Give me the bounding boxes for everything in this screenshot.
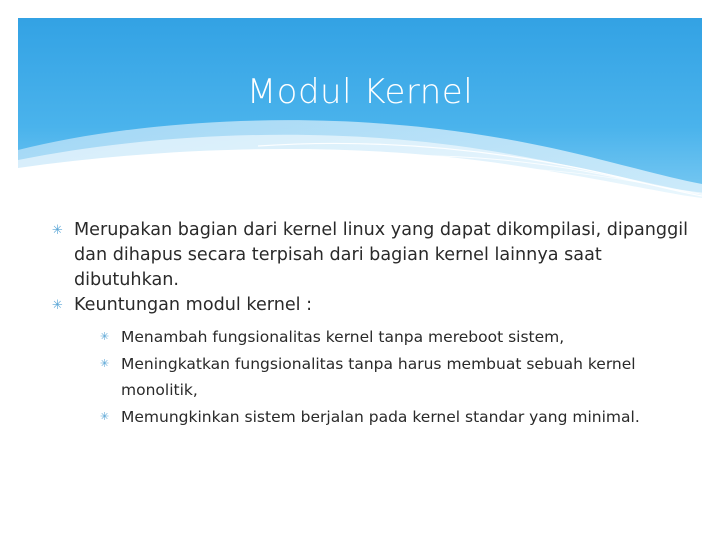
bullet-list <box>52 218 692 430</box>
asterisk-icon: ✳ <box>100 356 110 370</box>
sub-bullet-item <box>100 351 692 404</box>
sub-bullet-text: Menambah fungsionalitas kernel tanpa mereboot sistem, <box>121 328 565 346</box>
sub-bullet-list <box>100 324 692 430</box>
asterisk-icon: ✳ <box>100 409 110 423</box>
bullet-item <box>52 293 692 318</box>
asterisk-icon: ✳ <box>100 330 110 343</box>
sub-bullet-item <box>100 404 692 431</box>
bullet-text: Keuntungan modul kernel : <box>74 295 313 315</box>
bullet-text: Merupakan bagian dari kernel linux yang dapat dikompilasi, dipanggil dan dihapus secara terpisah dari bagian kernel lainnya saat dibutuhkan. <box>74 220 689 290</box>
bullet-item <box>52 218 692 293</box>
sub-bullet-text: Memungkinkan sistem berjalan pada kernel standar yang minimal. <box>121 407 640 426</box>
title-banner <box>18 18 702 200</box>
asterisk-icon: ✳ <box>52 223 63 238</box>
sub-bullet-item <box>100 324 692 351</box>
asterisk-icon: ✳ <box>52 298 63 313</box>
slide-title: Modul Kernel <box>246 72 474 112</box>
sub-bullet-text: Meningkatkan fungsionalitas tanpa harus membuat sebuah kernel monolitik, <box>121 354 636 399</box>
